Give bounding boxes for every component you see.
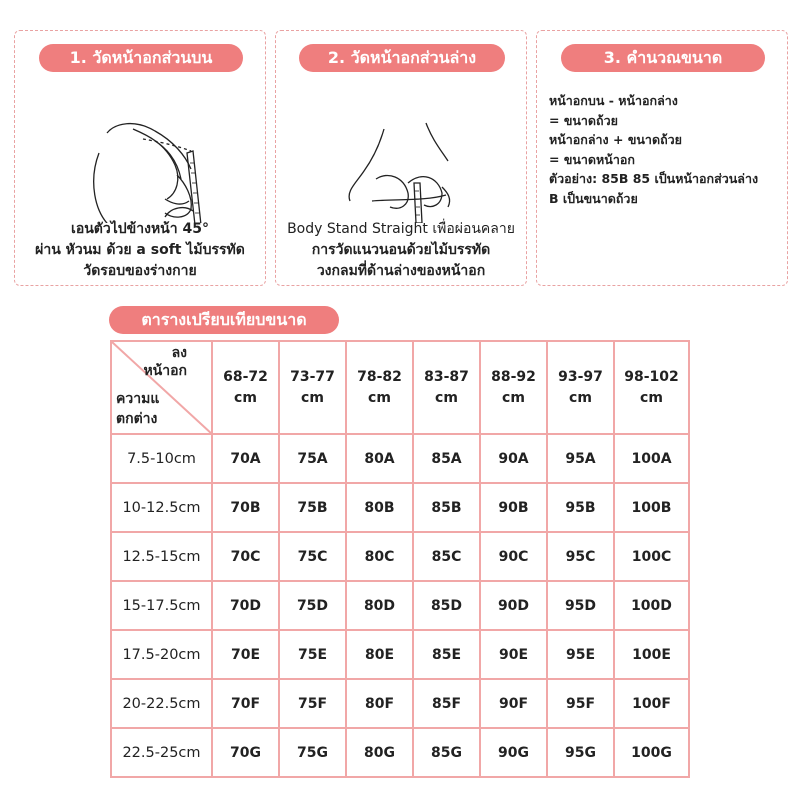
size-cell: 100E (614, 630, 689, 679)
size-cell: 85G (413, 728, 480, 777)
table-row (111, 728, 689, 777)
row-label: 20-22.5cm (111, 679, 212, 728)
column-header: 78-82 cm (346, 341, 413, 434)
size-cell: 100C (614, 532, 689, 581)
table-row (111, 679, 689, 728)
step-panel-upper-bust (14, 30, 266, 286)
row-label: 17.5-20cm (111, 630, 212, 679)
size-cell: 75E (279, 630, 346, 679)
size-cell: 85A (413, 434, 480, 483)
table-row (111, 581, 689, 630)
table-row (111, 434, 689, 483)
size-cell: 75A (279, 434, 346, 483)
size-cell: 85D (413, 581, 480, 630)
size-cell: 85B (413, 483, 480, 532)
size-cell: 90G (480, 728, 547, 777)
size-cell: 75F (279, 679, 346, 728)
upper-bust-measure-illustration (15, 83, 267, 223)
table-row (111, 483, 689, 532)
size-calculation-text: หน้าอกบน - หน้าอกล่าง = ขนาดถ้วย หน้าอกล่าง + ขนาดถ้วย = ขนาดหน้าอก ตัวอย่าง: 85B 85 เป็นหน้าอกส่วนล่าง B เป็นขนาดถ้วย (549, 93, 759, 206)
size-cell: 80G (346, 728, 413, 777)
size-cell: 85F (413, 679, 480, 728)
size-cell: 80C (346, 532, 413, 581)
step-3-title: 3. คำนวณขนาด (561, 44, 765, 72)
step-2-caption: Body Stand Straight เพื่อผ่อนคลาย การวัดแนวนอนด้วยไม้บรรทัด วงกลมที่ด้านล่างของหน้าอก (287, 221, 515, 279)
size-cell: 70B (212, 483, 279, 532)
column-header: 88-92 cm (480, 341, 547, 434)
size-cell: 70G (212, 728, 279, 777)
size-cell: 100A (614, 434, 689, 483)
size-cell: 80A (346, 434, 413, 483)
size-cell: 85C (413, 532, 480, 581)
row-label: 15-17.5cm (111, 581, 212, 630)
size-cell: 80E (346, 630, 413, 679)
step-2-title: 2. วัดหน้าอกส่วนล่าง (299, 44, 505, 72)
step-panel-under-bust (275, 30, 527, 286)
size-cell: 95D (547, 581, 614, 630)
column-header: 93-97 cm (547, 341, 614, 434)
size-cell: 80F (346, 679, 413, 728)
size-cell: 70C (212, 532, 279, 581)
step-1-title: 1. วัดหน้าอกส่วนบน (39, 44, 243, 72)
size-cell: 95B (547, 483, 614, 532)
size-cell: 95E (547, 630, 614, 679)
size-cell: 75G (279, 728, 346, 777)
step-1-caption: เอนตัวไปข้างหน้า 45° ผ่าน หัวนม ด้วย a soft ไม้บรรทัด วัดรอบของร่างกาย (35, 221, 245, 279)
table-row (111, 630, 689, 679)
column-header: 83-87 cm (413, 341, 480, 434)
size-cell: 80D (346, 581, 413, 630)
under-bust-measure-illustration (276, 83, 528, 223)
size-cell: 70A (212, 434, 279, 483)
size-cell: 90F (480, 679, 547, 728)
size-cell: 95C (547, 532, 614, 581)
size-cell: 75D (279, 581, 346, 630)
size-cell: 90D (480, 581, 547, 630)
row-label: 12.5-15cm (111, 532, 212, 581)
size-cell: 95G (547, 728, 614, 777)
size-cell: 75B (279, 483, 346, 532)
size-cell: 90E (480, 630, 547, 679)
column-header: 73-77 cm (279, 341, 346, 434)
size-cell: 100B (614, 483, 689, 532)
size-cell: 70E (212, 630, 279, 679)
table-corner-cell: ลง หน้าอก ความแ ตกต่าง (111, 341, 212, 434)
column-header: 68-72 cm (212, 341, 279, 434)
row-label: 10-12.5cm (111, 483, 212, 532)
column-header: 98-102 cm (614, 341, 689, 434)
size-cell: 95F (547, 679, 614, 728)
size-cell: 90C (480, 532, 547, 581)
size-table-title: ตารางเปรียบเทียบขนาด (109, 306, 339, 334)
size-cell: 85E (413, 630, 480, 679)
size-cell: 70F (212, 679, 279, 728)
row-label: 7.5-10cm (111, 434, 212, 483)
table-row (111, 532, 689, 581)
size-comparison-table (110, 340, 690, 778)
size-cell: 75C (279, 532, 346, 581)
row-label: 22.5-25cm (111, 728, 212, 777)
size-cell: 95A (547, 434, 614, 483)
size-cell: 100D (614, 581, 689, 630)
size-cell: 100G (614, 728, 689, 777)
size-cell: 70D (212, 581, 279, 630)
table-header-row (111, 341, 689, 434)
size-cell: 100F (614, 679, 689, 728)
size-cell: 90B (480, 483, 547, 532)
size-cell: 80B (346, 483, 413, 532)
step-panel-calculate-size (536, 30, 788, 286)
size-cell: 90A (480, 434, 547, 483)
